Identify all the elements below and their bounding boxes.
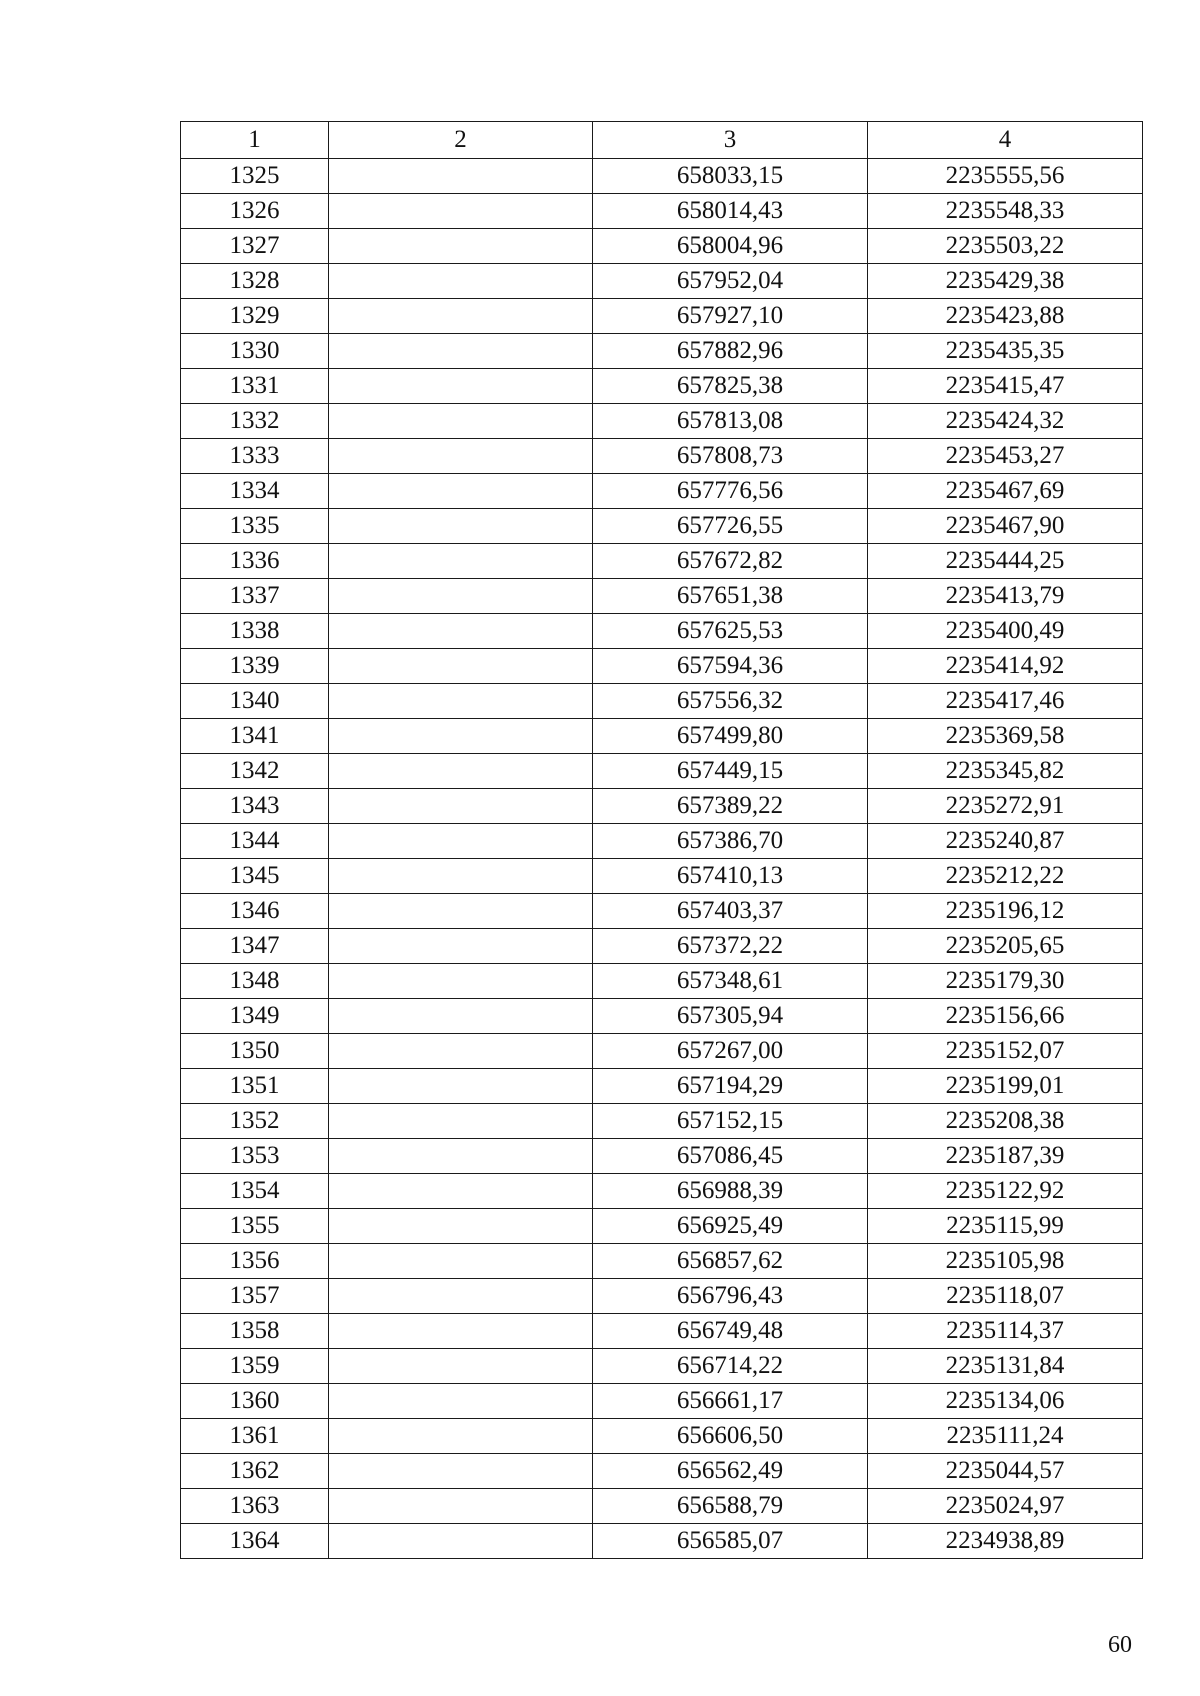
y-coordinate-cell: 2235417,46 — [868, 684, 1143, 719]
description-cell — [329, 1174, 593, 1209]
column-header-1: 1 — [181, 122, 329, 159]
y-coordinate-cell: 2235555,56 — [868, 159, 1143, 194]
y-coordinate-cell: 2235424,32 — [868, 404, 1143, 439]
y-coordinate-cell: 2235134,06 — [868, 1384, 1143, 1419]
table-row — [181, 1314, 1143, 1349]
description-cell — [329, 1489, 593, 1524]
point-number-cell: 1354 — [181, 1174, 329, 1209]
point-number-cell: 1341 — [181, 719, 329, 754]
y-coordinate-cell: 2235240,87 — [868, 824, 1143, 859]
description-cell — [329, 1034, 593, 1069]
point-number-cell: 1331 — [181, 369, 329, 404]
y-coordinate-cell: 2235115,99 — [868, 1209, 1143, 1244]
table-row — [181, 649, 1143, 684]
x-coordinate-cell: 657594,36 — [593, 649, 868, 684]
x-coordinate-cell: 657726,55 — [593, 509, 868, 544]
y-coordinate-cell: 2235152,07 — [868, 1034, 1143, 1069]
description-cell — [329, 264, 593, 299]
description-cell — [329, 1419, 593, 1454]
description-cell — [329, 964, 593, 999]
table-row — [181, 1419, 1143, 1454]
table-row — [181, 1524, 1143, 1559]
description-cell — [329, 929, 593, 964]
y-coordinate-cell: 2235044,57 — [868, 1454, 1143, 1489]
point-number-cell: 1349 — [181, 999, 329, 1034]
point-number-cell: 1361 — [181, 1419, 329, 1454]
description-cell — [329, 1209, 593, 1244]
table-row — [181, 859, 1143, 894]
point-number-cell: 1326 — [181, 194, 329, 229]
point-number-cell: 1340 — [181, 684, 329, 719]
table-row — [181, 369, 1143, 404]
y-coordinate-cell: 2235400,49 — [868, 614, 1143, 649]
y-coordinate-cell: 2235205,65 — [868, 929, 1143, 964]
table-row — [181, 299, 1143, 334]
description-cell — [329, 369, 593, 404]
description-cell — [329, 509, 593, 544]
table-row — [181, 719, 1143, 754]
table-row — [181, 1349, 1143, 1384]
description-cell — [329, 544, 593, 579]
point-number-cell: 1339 — [181, 649, 329, 684]
point-number-cell: 1342 — [181, 754, 329, 789]
y-coordinate-cell: 2235131,84 — [868, 1349, 1143, 1384]
x-coordinate-cell: 657449,15 — [593, 754, 868, 789]
description-cell — [329, 1454, 593, 1489]
description-cell — [329, 334, 593, 369]
x-coordinate-cell: 656749,48 — [593, 1314, 868, 1349]
y-coordinate-cell: 2235435,35 — [868, 334, 1143, 369]
x-coordinate-cell: 658004,96 — [593, 229, 868, 264]
x-coordinate-cell: 657651,38 — [593, 579, 868, 614]
y-coordinate-cell: 2235345,82 — [868, 754, 1143, 789]
description-cell — [329, 754, 593, 789]
table-row — [181, 439, 1143, 474]
x-coordinate-cell: 657672,82 — [593, 544, 868, 579]
x-coordinate-cell: 658014,43 — [593, 194, 868, 229]
point-number-cell: 1333 — [181, 439, 329, 474]
x-coordinate-cell: 657410,13 — [593, 859, 868, 894]
description-cell — [329, 1314, 593, 1349]
x-coordinate-cell: 657825,38 — [593, 369, 868, 404]
table-row — [181, 264, 1143, 299]
description-cell — [329, 894, 593, 929]
point-number-cell: 1356 — [181, 1244, 329, 1279]
x-coordinate-cell: 656714,22 — [593, 1349, 868, 1384]
x-coordinate-cell: 657927,10 — [593, 299, 868, 334]
x-coordinate-cell: 656588,79 — [593, 1489, 868, 1524]
x-coordinate-cell: 656661,17 — [593, 1384, 868, 1419]
x-coordinate-cell: 657152,15 — [593, 1104, 868, 1139]
description-cell — [329, 1524, 593, 1559]
point-number-cell: 1351 — [181, 1069, 329, 1104]
y-coordinate-cell: 2235444,25 — [868, 544, 1143, 579]
x-coordinate-cell: 657386,70 — [593, 824, 868, 859]
x-coordinate-cell: 656925,49 — [593, 1209, 868, 1244]
y-coordinate-cell: 2235548,33 — [868, 194, 1143, 229]
description-cell — [329, 194, 593, 229]
description-cell — [329, 824, 593, 859]
x-coordinate-cell: 657625,53 — [593, 614, 868, 649]
point-number-cell: 1355 — [181, 1209, 329, 1244]
y-coordinate-cell: 2235024,97 — [868, 1489, 1143, 1524]
table-row — [181, 894, 1143, 929]
point-number-cell: 1363 — [181, 1489, 329, 1524]
description-cell — [329, 1349, 593, 1384]
point-number-cell: 1343 — [181, 789, 329, 824]
table-row — [181, 579, 1143, 614]
coordinates-table — [180, 121, 1143, 1559]
y-coordinate-cell: 2235122,92 — [868, 1174, 1143, 1209]
description-cell — [329, 999, 593, 1034]
point-number-cell: 1327 — [181, 229, 329, 264]
description-cell — [329, 684, 593, 719]
point-number-cell: 1350 — [181, 1034, 329, 1069]
description-cell — [329, 1384, 593, 1419]
table-row — [181, 334, 1143, 369]
table-row — [181, 474, 1143, 509]
description-cell — [329, 1104, 593, 1139]
y-coordinate-cell: 2235212,22 — [868, 859, 1143, 894]
point-number-cell: 1344 — [181, 824, 329, 859]
table-row — [181, 544, 1143, 579]
description-cell — [329, 404, 593, 439]
point-number-cell: 1346 — [181, 894, 329, 929]
x-coordinate-cell: 658033,15 — [593, 159, 868, 194]
table-row — [181, 1034, 1143, 1069]
table-row — [181, 1174, 1143, 1209]
point-number-cell: 1348 — [181, 964, 329, 999]
table-row — [181, 614, 1143, 649]
table-header-row — [181, 122, 1143, 159]
description-cell — [329, 1279, 593, 1314]
table-row — [181, 1139, 1143, 1174]
description-cell — [329, 719, 593, 754]
description-cell — [329, 1244, 593, 1279]
point-number-cell: 1362 — [181, 1454, 329, 1489]
description-cell — [329, 1069, 593, 1104]
point-number-cell: 1329 — [181, 299, 329, 334]
table-row — [181, 999, 1143, 1034]
table-body — [181, 159, 1143, 1559]
description-cell — [329, 474, 593, 509]
y-coordinate-cell: 2235111,24 — [868, 1419, 1143, 1454]
x-coordinate-cell: 656988,39 — [593, 1174, 868, 1209]
x-coordinate-cell: 657556,32 — [593, 684, 868, 719]
point-number-cell: 1338 — [181, 614, 329, 649]
x-coordinate-cell: 657813,08 — [593, 404, 868, 439]
x-coordinate-cell: 657808,73 — [593, 439, 868, 474]
point-number-cell: 1353 — [181, 1139, 329, 1174]
column-header-3: 3 — [593, 122, 868, 159]
point-number-cell: 1345 — [181, 859, 329, 894]
point-number-cell: 1358 — [181, 1314, 329, 1349]
table-row — [181, 824, 1143, 859]
x-coordinate-cell: 657389,22 — [593, 789, 868, 824]
table-row — [181, 194, 1143, 229]
x-coordinate-cell: 656796,43 — [593, 1279, 868, 1314]
table-row — [181, 229, 1143, 264]
x-coordinate-cell: 656606,50 — [593, 1419, 868, 1454]
point-number-cell: 1328 — [181, 264, 329, 299]
description-cell — [329, 439, 593, 474]
y-coordinate-cell: 2235208,38 — [868, 1104, 1143, 1139]
table-row — [181, 159, 1143, 194]
y-coordinate-cell: 2235467,90 — [868, 509, 1143, 544]
column-header-4: 4 — [868, 122, 1143, 159]
y-coordinate-cell: 2235187,39 — [868, 1139, 1143, 1174]
y-coordinate-cell: 2235453,27 — [868, 439, 1143, 474]
y-coordinate-cell: 2235369,58 — [868, 719, 1143, 754]
description-cell — [329, 649, 593, 684]
x-coordinate-cell: 657348,61 — [593, 964, 868, 999]
y-coordinate-cell: 2235196,12 — [868, 894, 1143, 929]
x-coordinate-cell: 656562,49 — [593, 1454, 868, 1489]
x-coordinate-cell: 657267,00 — [593, 1034, 868, 1069]
description-cell — [329, 859, 593, 894]
table-row — [181, 1104, 1143, 1139]
x-coordinate-cell: 657499,80 — [593, 719, 868, 754]
table-row — [181, 1454, 1143, 1489]
description-cell — [329, 614, 593, 649]
point-number-cell: 1352 — [181, 1104, 329, 1139]
point-number-cell: 1364 — [181, 1524, 329, 1559]
point-number-cell: 1336 — [181, 544, 329, 579]
y-coordinate-cell: 2235414,92 — [868, 649, 1143, 684]
x-coordinate-cell: 657305,94 — [593, 999, 868, 1034]
table-row — [181, 789, 1143, 824]
description-cell — [329, 789, 593, 824]
table-row — [181, 1384, 1143, 1419]
x-coordinate-cell: 657086,45 — [593, 1139, 868, 1174]
x-coordinate-cell: 657372,22 — [593, 929, 868, 964]
table-row — [181, 929, 1143, 964]
page-number: 60 — [1108, 1632, 1132, 1658]
point-number-cell: 1359 — [181, 1349, 329, 1384]
table-row — [181, 509, 1143, 544]
x-coordinate-cell: 657403,37 — [593, 894, 868, 929]
x-coordinate-cell: 656585,07 — [593, 1524, 868, 1559]
table-row — [181, 1209, 1143, 1244]
x-coordinate-cell: 657952,04 — [593, 264, 868, 299]
point-number-cell: 1332 — [181, 404, 329, 439]
table-row — [181, 1279, 1143, 1314]
point-number-cell: 1360 — [181, 1384, 329, 1419]
y-coordinate-cell: 2235503,22 — [868, 229, 1143, 264]
description-cell — [329, 579, 593, 614]
y-coordinate-cell: 2235114,37 — [868, 1314, 1143, 1349]
y-coordinate-cell: 2235429,38 — [868, 264, 1143, 299]
table-row — [181, 1069, 1143, 1104]
y-coordinate-cell: 2235423,88 — [868, 299, 1143, 334]
point-number-cell: 1335 — [181, 509, 329, 544]
y-coordinate-cell: 2235156,66 — [868, 999, 1143, 1034]
y-coordinate-cell: 2235413,79 — [868, 579, 1143, 614]
x-coordinate-cell: 657882,96 — [593, 334, 868, 369]
y-coordinate-cell: 2235118,07 — [868, 1279, 1143, 1314]
point-number-cell: 1334 — [181, 474, 329, 509]
x-coordinate-cell: 656857,62 — [593, 1244, 868, 1279]
table-row — [181, 684, 1143, 719]
point-number-cell: 1357 — [181, 1279, 329, 1314]
description-cell — [329, 299, 593, 334]
table-row — [181, 1244, 1143, 1279]
point-number-cell: 1330 — [181, 334, 329, 369]
point-number-cell: 1325 — [181, 159, 329, 194]
y-coordinate-cell: 2235179,30 — [868, 964, 1143, 999]
x-coordinate-cell: 657776,56 — [593, 474, 868, 509]
y-coordinate-cell: 2235199,01 — [868, 1069, 1143, 1104]
table-row — [181, 964, 1143, 999]
y-coordinate-cell: 2234938,89 — [868, 1524, 1143, 1559]
point-number-cell: 1347 — [181, 929, 329, 964]
y-coordinate-cell: 2235467,69 — [868, 474, 1143, 509]
description-cell — [329, 1139, 593, 1174]
point-number-cell: 1337 — [181, 579, 329, 614]
description-cell — [329, 229, 593, 264]
description-cell — [329, 159, 593, 194]
table-row — [181, 1489, 1143, 1524]
column-header-2: 2 — [329, 122, 593, 159]
table-row — [181, 754, 1143, 789]
table-row — [181, 404, 1143, 439]
y-coordinate-cell: 2235415,47 — [868, 369, 1143, 404]
y-coordinate-cell: 2235272,91 — [868, 789, 1143, 824]
y-coordinate-cell: 2235105,98 — [868, 1244, 1143, 1279]
x-coordinate-cell: 657194,29 — [593, 1069, 868, 1104]
